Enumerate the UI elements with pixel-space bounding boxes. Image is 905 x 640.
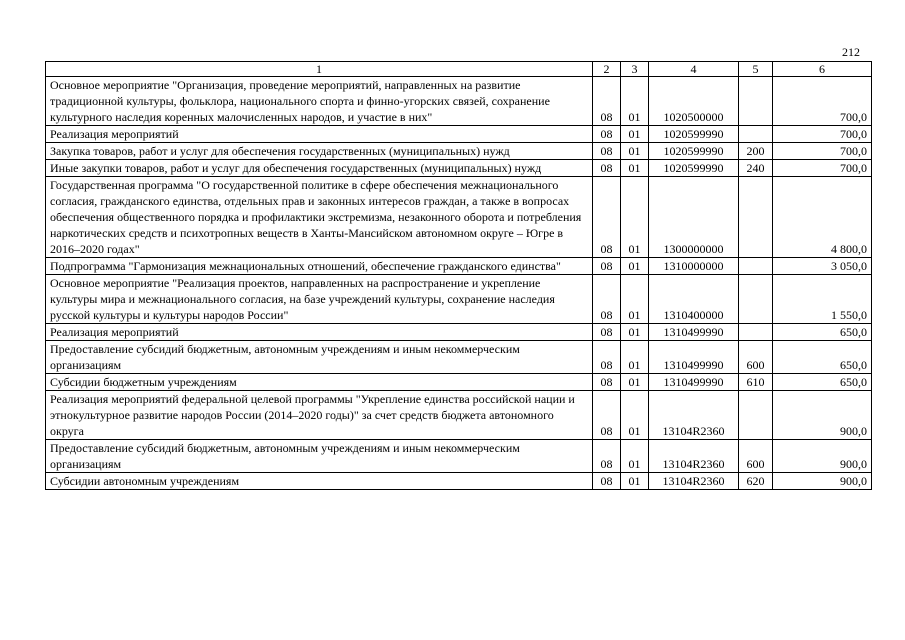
- page-number: 212: [842, 45, 860, 59]
- cell-vr: [739, 177, 773, 258]
- cell-rz: 08: [593, 258, 621, 275]
- cell-sum: 900,0: [773, 440, 872, 473]
- table-row: [46, 391, 872, 440]
- cell-csr: 13104R2360: [649, 440, 739, 473]
- cell-csr: 1020500000: [649, 77, 739, 126]
- cell-vr: [739, 126, 773, 143]
- cell-sum: 3 050,0: [773, 258, 872, 275]
- cell-csr: 13104R2360: [649, 473, 739, 490]
- cell-vr: [739, 258, 773, 275]
- table-row: [46, 374, 872, 391]
- table-row: [46, 143, 872, 160]
- cell-sum: 650,0: [773, 324, 872, 341]
- cell-rz: 08: [593, 341, 621, 374]
- cell-vr: [739, 391, 773, 440]
- cell-vr: 200: [739, 143, 773, 160]
- cell-rz: 08: [593, 177, 621, 258]
- cell-sum: 1 550,0: [773, 275, 872, 324]
- cell-sum: 900,0: [773, 391, 872, 440]
- table-row: [46, 275, 872, 324]
- cell-pr: 01: [621, 374, 649, 391]
- header-col-6: 6: [773, 62, 872, 77]
- cell-rz: 08: [593, 391, 621, 440]
- cell-csr: 1020599990: [649, 143, 739, 160]
- table-row: [46, 126, 872, 143]
- cell-vr: 600: [739, 341, 773, 374]
- cell-vr: [739, 324, 773, 341]
- table-row: [46, 160, 872, 177]
- cell-pr: 01: [621, 440, 649, 473]
- cell-sum: 4 800,0: [773, 177, 872, 258]
- cell-sum: 650,0: [773, 374, 872, 391]
- cell-sum: 700,0: [773, 126, 872, 143]
- cell-pr: 01: [621, 160, 649, 177]
- cell-csr: 1310000000: [649, 258, 739, 275]
- cell-csr: 1310499990: [649, 374, 739, 391]
- cell-pr: 01: [621, 341, 649, 374]
- cell-rz: 08: [593, 143, 621, 160]
- cell-rz: 08: [593, 126, 621, 143]
- cell-rz: 08: [593, 160, 621, 177]
- cell-name: Государственная программа "О государственной политике в сфере обеспечения межнационального согласия, гражданского единства, отдельных прав и законных интересов граждан, а также в вопросах обеспечения общественного порядка и профилактики экстремизма, незаконного оборота и потребления наркотических средств и психотропных веществ в Ханты-Мансийском автономном округе – Югре в 2016–2020 годах": [46, 177, 593, 258]
- cell-vr: 620: [739, 473, 773, 490]
- cell-csr: 1020599990: [649, 160, 739, 177]
- cell-csr: 13104R2360: [649, 391, 739, 440]
- cell-csr: 1020599990: [649, 126, 739, 143]
- cell-name: Основное мероприятие "Реализация проектов, направленных на распространение и укрепление культуры мира и межнационального согласия, на базе учреждений культуры, сохранение наследия русской культуры и культуры народов России": [46, 275, 593, 324]
- cell-sum: 700,0: [773, 77, 872, 126]
- table-row: [46, 324, 872, 341]
- cell-name: Предоставление субсидий бюджетным, автономным учреждениям и иным некоммерческим организациям: [46, 440, 593, 473]
- cell-vr: 240: [739, 160, 773, 177]
- cell-name: Иные закупки товаров, работ и услуг для обеспечения государственных (муниципальных) нужд: [46, 160, 593, 177]
- cell-vr: 610: [739, 374, 773, 391]
- cell-rz: 08: [593, 77, 621, 126]
- cell-sum: 700,0: [773, 143, 872, 160]
- header-col-4: 4: [649, 62, 739, 77]
- cell-pr: 01: [621, 126, 649, 143]
- cell-sum: 650,0: [773, 341, 872, 374]
- cell-csr: 1300000000: [649, 177, 739, 258]
- cell-rz: 08: [593, 473, 621, 490]
- cell-pr: 01: [621, 177, 649, 258]
- cell-rz: 08: [593, 440, 621, 473]
- cell-csr: 1310400000: [649, 275, 739, 324]
- cell-name: Реализация мероприятий: [46, 126, 593, 143]
- cell-pr: 01: [621, 143, 649, 160]
- table-row: [46, 341, 872, 374]
- cell-name: Закупка товаров, работ и услуг для обеспечения государственных (муниципальных) нужд: [46, 143, 593, 160]
- cell-pr: 01: [621, 391, 649, 440]
- table-row: [46, 473, 872, 490]
- cell-vr: 600: [739, 440, 773, 473]
- cell-name: Субсидии бюджетным учреждениям: [46, 374, 593, 391]
- header-col-5: 5: [739, 62, 773, 77]
- cell-name: Субсидии автономным учреждениям: [46, 473, 593, 490]
- cell-rz: 08: [593, 374, 621, 391]
- table-header-row: [46, 62, 872, 77]
- cell-name: Основное мероприятие "Организация, проведение мероприятий, направленных на развитие традиционной культуры, фольклора, национального спорта и финно-угорских связей, сохранение культурного наследия коренных малочисленных народов, и участие в них": [46, 77, 593, 126]
- cell-sum: 900,0: [773, 473, 872, 490]
- cell-csr: 1310499990: [649, 341, 739, 374]
- header-col-1: 1: [46, 62, 593, 77]
- table-row: [46, 258, 872, 275]
- cell-pr: 01: [621, 275, 649, 324]
- cell-vr: [739, 275, 773, 324]
- cell-name: Реализация мероприятий: [46, 324, 593, 341]
- cell-pr: 01: [621, 473, 649, 490]
- cell-name: Реализация мероприятий федеральной целевой программы "Укрепление единства российской нации и этнокультурное развитие народов России (2014–2020 годы)" за счет средств бюджета автономного округа: [46, 391, 593, 440]
- cell-pr: 01: [621, 77, 649, 126]
- cell-rz: 08: [593, 275, 621, 324]
- cell-name: Подпрограмма "Гармонизация межнациональных отношений, обеспечение гражданского единства": [46, 258, 593, 275]
- table-row: [46, 77, 872, 126]
- table-row: [46, 177, 872, 258]
- budget-table: [45, 61, 872, 490]
- cell-rz: 08: [593, 324, 621, 341]
- cell-csr: 1310499990: [649, 324, 739, 341]
- cell-pr: 01: [621, 324, 649, 341]
- cell-vr: [739, 77, 773, 126]
- cell-name: Предоставление субсидий бюджетным, автономным учреждениям и иным некоммерческим организациям: [46, 341, 593, 374]
- header-col-3: 3: [621, 62, 649, 77]
- table-row: [46, 440, 872, 473]
- header-col-2: 2: [593, 62, 621, 77]
- cell-pr: 01: [621, 258, 649, 275]
- cell-sum: 700,0: [773, 160, 872, 177]
